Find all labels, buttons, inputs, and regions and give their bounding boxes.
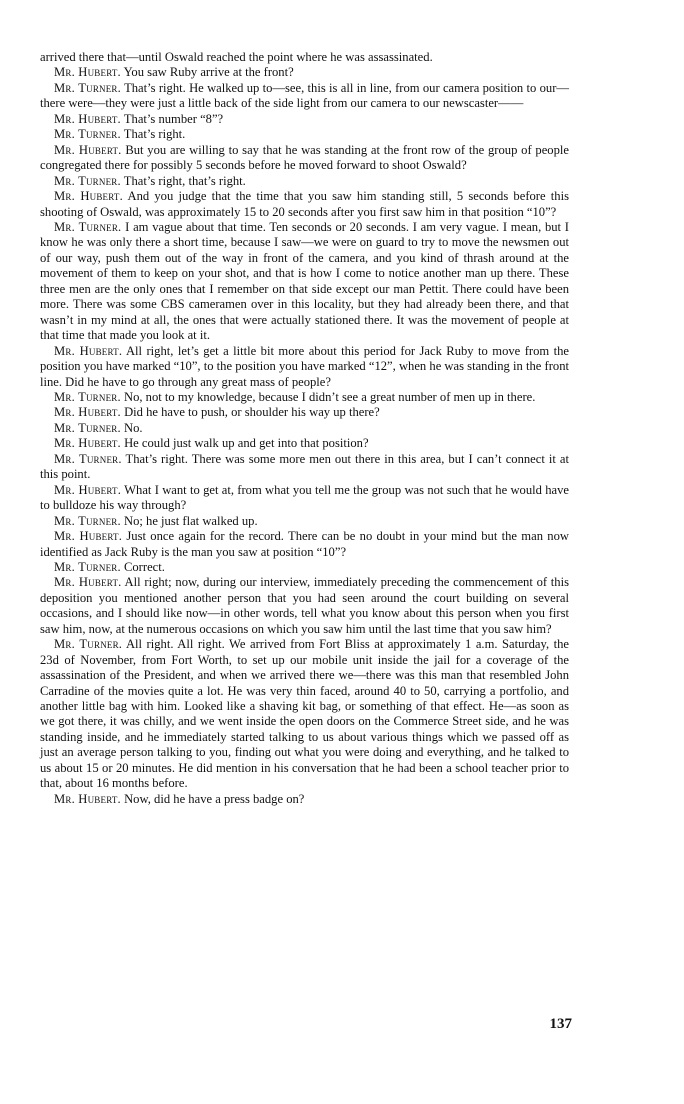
paragraph-text: That’s right. There was some more men out there in this area, but I can’t connect it at this point. [40,451,569,482]
paragraph-text: No. [123,420,143,435]
transcript-paragraph [40,483,569,514]
speaker-name: Mr. Hubert. [54,111,121,126]
speaker-name: Mr. Hubert. [54,436,121,451]
paragraph-text: No; he just flat walked up. [123,513,258,528]
speaker-name: Mr. Turner. [54,127,121,142]
speaker-name: Mr. Hubert. [54,65,121,80]
transcript-paragraph [40,405,569,420]
transcript-paragraph [40,637,569,792]
transcript-paragraph [40,792,569,807]
paragraph-text: Correct. [123,559,165,574]
speaker-name: Mr. Turner. [54,420,121,435]
speaker-name: Mr. Turner. [54,451,122,466]
paragraph-text: All right, let’s get a little bit more about this period for Jack Ruby to move from the position you have marked “10”, to the position you have marked “12”, when he was standing in the front line. Did he have to go through any great mass of people? [40,343,569,389]
transcript-paragraph [40,514,569,529]
paragraph-text: Just once again for the record. There can be no doubt in your mind but the man now identified as Jack Ruby is the man you saw at position “10”? [40,529,569,559]
speaker-name: Mr. Turner. [54,513,121,528]
paragraph-text: arrived there that—until Oswald reached the point where he was assassinated. [40,50,433,64]
paragraph-text: You saw Ruby arrive at the front? [123,65,294,80]
transcript-paragraph [40,50,569,65]
speaker-name: Mr. Turner. [54,389,121,404]
paragraph-text: Now, did he have a press badge on? [124,791,305,806]
page-number: 137 [549,1016,572,1032]
paragraph-text: All right. All right. We arrived from Fort Bliss at approximately 1 a.m. Saturday, the 23d of November, from Fort Worth, to set up our mobile unit inside the jail for a coverage of the assassination of the President, and when we arrived there we—there was this man that resembled John Carradine of the movies quite a lot. He was very thin faced, around 40 to 50, carrying a portfolio, and another little bag with him. Looked like a shaving kit bag, or something of that effect. He—as soon as we got there, it was chilly, and we went inside the open doors on the Commerce Street side, and he was standing inside, and he immediately started talking to us about various things which we passed off as just an average person talking to you, finding out what you were doing and everything, and he talked to us about 15 or 20 minutes. He did mention in his conversation that he had been a school teacher prior to that, about 16 months before. [40,637,569,791]
speaker-name: Mr. Hubert. [54,791,121,806]
paragraph-text: That’s number “8”? [123,111,224,126]
speaker-name: Mr. Hubert. [54,529,123,544]
speaker-name: Mr. Hubert. [54,482,122,497]
paragraph-text: All right; now, during our interview, immediately preceding the commencement of this deposition you mentioned another person that you had seen around the court building on several occasions, and I should like now—in other words, tell what you know about this person when you first saw him, now, at the numerous occasions on which you saw him until the last time that you saw him? [40,575,569,636]
speaker-name: Mr. Turner. [54,559,121,574]
paragraph-text: What I want to get at, from what you tell me the group was not such that he would have to bulldoze his way through? [40,482,570,513]
transcript-paragraph [40,390,569,405]
transcript-paragraph [40,452,569,483]
transcript-paragraph [40,143,569,174]
speaker-name: Mr. Turner. [54,80,121,95]
transcript-paragraph [40,65,569,80]
speaker-name: Mr. Turner. [54,173,121,188]
transcript-paragraph [40,421,569,436]
transcript-paragraph [40,220,569,344]
transcript-paragraph [40,81,569,112]
transcript-paragraph [40,529,569,560]
paragraph-text: Did he have to push, or shoulder his way up there? [124,405,380,420]
transcript-paragraph [40,127,569,142]
paragraph-text: No, not to my knowledge, because I didn’t see a great number of men up in there. [123,389,536,404]
transcript-body [40,50,569,807]
transcript-paragraph [40,189,569,220]
transcript-paragraph [40,174,569,189]
speaker-name: Mr. Turner. [54,219,122,234]
transcript-paragraph [40,560,569,575]
speaker-name: Mr. Hubert. [54,189,123,204]
transcript-paragraph [40,436,569,451]
speaker-name: Mr. Hubert. [54,405,121,420]
paragraph-text: That’s right. He walked up to—see, this is all in line, from our camera position to our—there were—they were just a little back of the side light from our camera to our newscaster—— [40,80,569,111]
paragraph-text: And you judge that the time that you saw him standing still, 5 seconds before this shooting of Oswald, was approximately 15 to 20 seconds after you first saw him in that position “10”? [40,189,569,219]
speaker-name: Mr. Hubert. [54,343,123,358]
transcript-paragraph [40,575,569,637]
paragraph-text: He could just walk up and get into that position? [124,436,369,451]
paragraph-text: That’s right, that’s right. [123,173,246,188]
transcript-paragraph [40,344,569,390]
speaker-name: Mr. Hubert. [54,575,122,590]
speaker-name: Mr. Turner. [54,637,123,652]
transcript-paragraph [40,112,569,127]
paragraph-text: That’s right. [123,127,186,142]
speaker-name: Mr. Hubert. [54,142,122,157]
paragraph-text: But you are willing to say that he was standing at the front row of the group of people congregated there for possibly 5 seconds before he moved forward to shoot Oswald? [40,142,569,173]
paragraph-text: I am vague about that time. Ten seconds or 20 seconds. I am very vague. I mean, but I know he was only there a short time, because I saw—we were on guard to try to move the newsmen out of our way, push them out of the way in front of the camera, and you kind of thrash around at the movement of them to keep on your shot, and that is how I come to notice another man up there. These three men are the only ones that I remember on that side except our man Pettit. There could have been more. There was some CBS cameramen over in this locality, but they had already been there, and that wasn’t in my mind at all, the ones that were actually stationed there. It was the movement of people at that time that made you look at it. [40,219,569,343]
